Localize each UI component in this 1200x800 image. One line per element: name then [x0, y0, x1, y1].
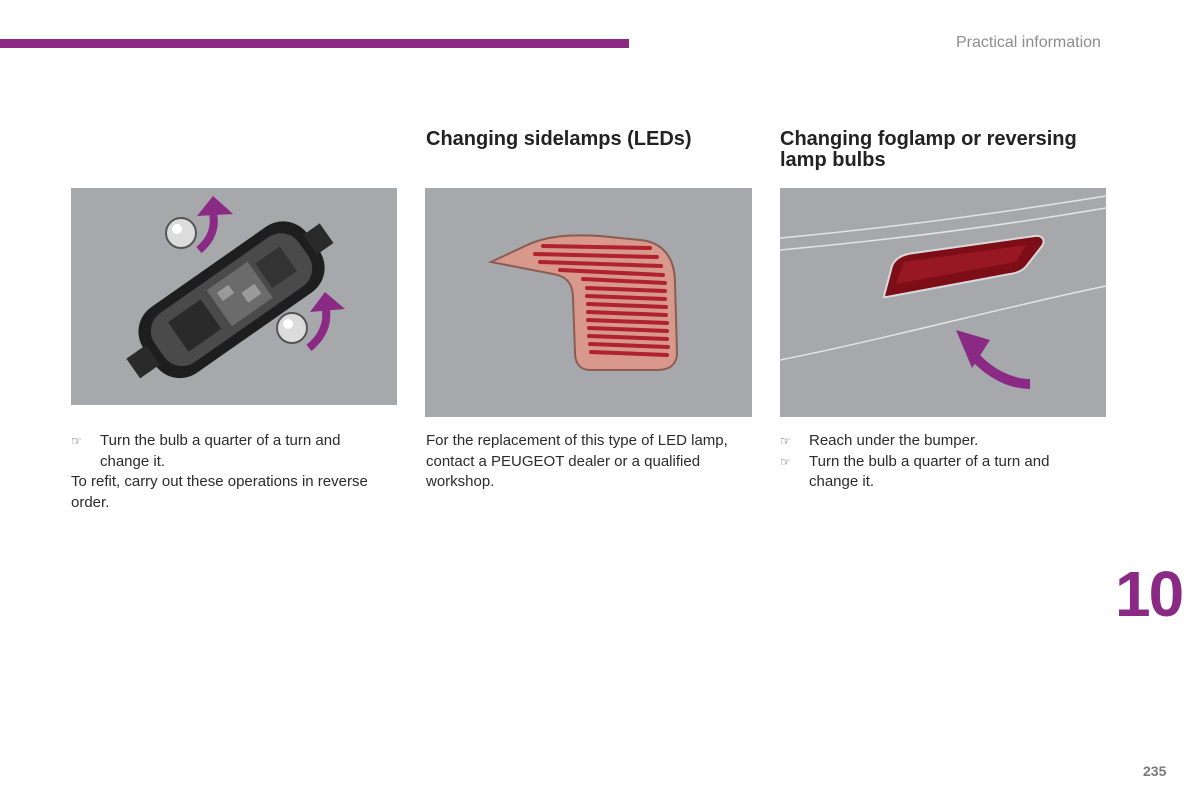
pointing-hand-icon: ☞ — [780, 454, 791, 469]
heading-foglamp: Changing foglamp or reversing lamp bulbs — [780, 128, 1077, 171]
section-title: Practical information — [956, 34, 1101, 51]
led-sidelamp-illustration — [425, 188, 752, 417]
heading-sidelamps: Changing sidelamps (LEDs) — [426, 128, 692, 150]
pointing-hand-icon: ☞ — [780, 434, 791, 448]
bulb-holder-illustration — [71, 188, 397, 405]
column-1-text — [71, 431, 391, 513]
bullet-text: Reach under the bumper. — [809, 432, 979, 449]
foglamp-bumper-illustration — [780, 188, 1106, 417]
instruction-bullet — [780, 431, 1100, 452]
column-3-text — [780, 431, 1100, 493]
bullet-text: Turn the bulb a quarter of a turn and change it. — [100, 432, 341, 470]
bullet-text: Turn the bulb a quarter of a turn and change it. — [809, 452, 1050, 490]
led-replacement-note: For the replacement of this type of LED lamp, contact a PEUGEOT dealer or a qualified workshop. — [426, 432, 728, 490]
instruction-bullet — [71, 431, 391, 472]
refit-note: To refit, carry out these operations in reverse order. — [71, 473, 368, 511]
page-number: 235 — [1143, 763, 1167, 779]
instruction-bullet — [780, 452, 1100, 493]
chapter-color-bar — [0, 39, 629, 48]
column-2-text — [426, 431, 746, 493]
chapter-number: 10 — [1115, 558, 1183, 630]
pointing-hand-icon: ☞ — [71, 434, 82, 448]
